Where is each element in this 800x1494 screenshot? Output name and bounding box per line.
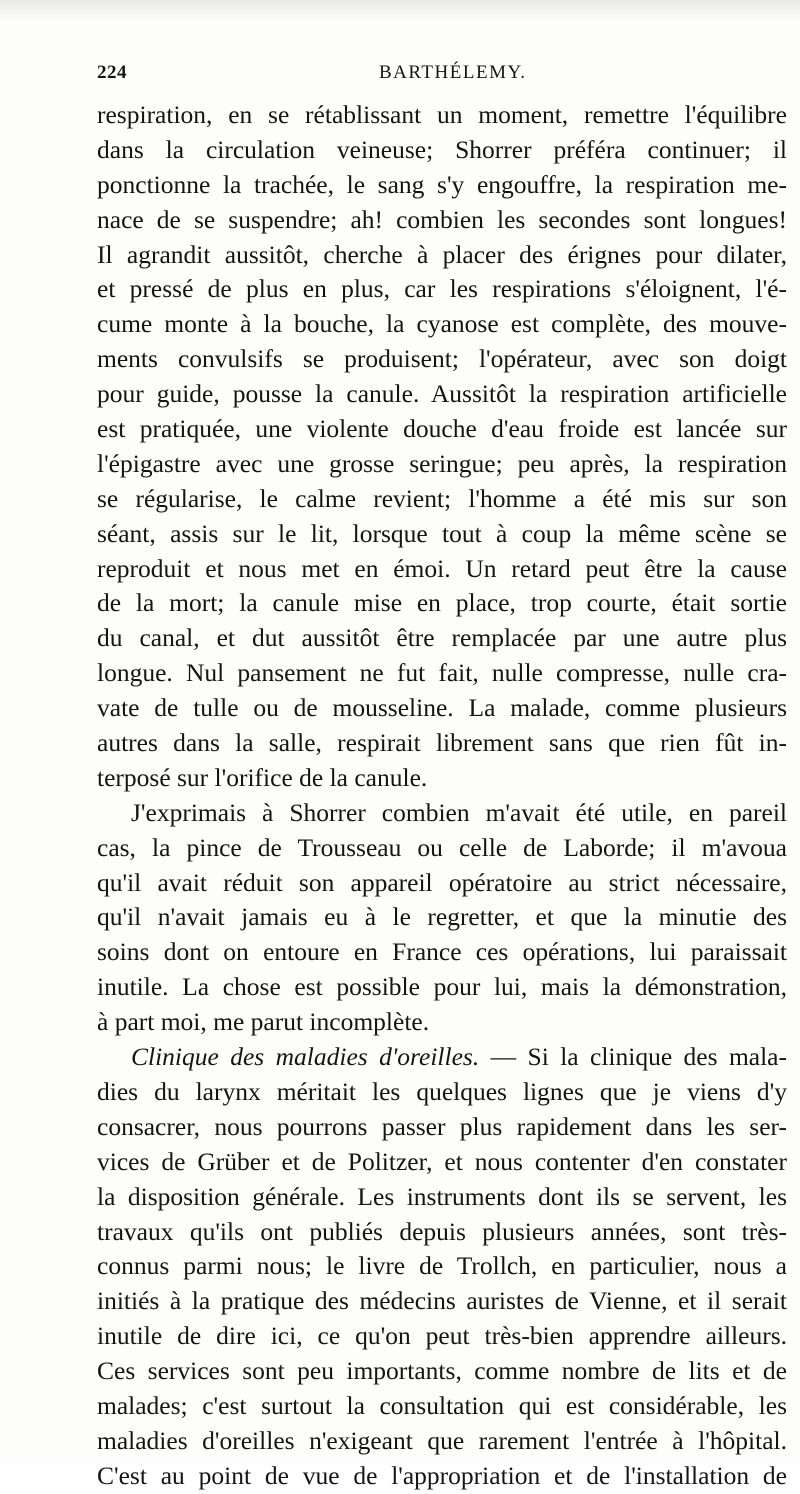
text-line: de la mort; la canule mise en place, trop courte, était sortie — [97, 588, 787, 618]
section-heading: Clinique des maladies d'oreilles. — [131, 1042, 480, 1072]
text-line: dans la circulation veineuse; Shorrer préféra continuer; il — [97, 134, 787, 164]
text-line: maladies d'oreilles n'exigeant que rarement l'entrée à l'hôpital. — [97, 1425, 787, 1455]
text-line: dies du larynx méritait les quelques lignes que je viens d'y — [97, 1076, 787, 1106]
text-line: longue. Nul pansement ne fut fait, nulle compresse, nulle cra- — [97, 658, 787, 688]
text-line: inutile de dire ici, ce qu'on peut très-bien apprendre ailleurs. — [97, 1321, 787, 1351]
text-line: vate de tulle ou de mousseline. La malade, comme plusieurs — [97, 693, 787, 723]
running-title: BARTHÉLEMY. — [379, 62, 527, 83]
text-line: travaux qu'ils ont publiés depuis plusieurs années, sont très- — [97, 1216, 787, 1246]
text-line: et pressé de plus en plus, car les respirations s'éloignent, l'é- — [97, 274, 787, 304]
text-line: C'est au point de vue de l'appropriation et de l'installation de — [97, 1460, 787, 1490]
text-line: se régularise, le calme revient; l'homme a été mis sur son — [97, 483, 787, 513]
running-head — [97, 62, 767, 92]
body-text — [97, 98, 787, 1494]
text-line: reproduit et nous met en émoi. Un retard peut être la cause — [97, 553, 787, 583]
text-line: cume monte à la bouche, la cyanose est complète, des mouve- — [97, 309, 787, 339]
text-line: la disposition générale. Les instruments dont ils se servent, les — [97, 1181, 787, 1211]
text-line: vices de Grüber et de Politzer, et nous contenter d'en constater — [97, 1146, 787, 1176]
text-line: inutile. La chose est possible pour lui, mais la démonstration, — [97, 972, 787, 1002]
text-line: qu'il avait réduit son appareil opératoire au strict nécessaire, — [97, 867, 787, 897]
text-line: l'épigastre avec une grosse seringue; peu après, la respiration — [97, 448, 787, 478]
text-line: ponctionne la trachée, le sang s'y engouffre, la respiration me- — [97, 169, 787, 199]
text-line: consacrer, nous pourrons passer plus rapidement dans les ser- — [97, 1111, 787, 1141]
text-line: Il agrandit aussitôt, cherche à placer des érignes pour dilater, — [97, 239, 787, 269]
text-line: Ces services sont peu importants, comme nombre de lits et de — [97, 1356, 787, 1386]
text-line: autres dans la salle, respirait librement sans que rien fût in- — [97, 728, 787, 758]
text-line: séant, assis sur le lit, lorsque tout à coup la même scène se — [97, 518, 787, 548]
text-line: ments convulsifs se produisent; l'opérateur, avec son doigt — [97, 344, 787, 374]
text-line: connus parmi nous; le livre de Trollch, en particulier, nous a — [97, 1251, 787, 1281]
text-line: nace de se suspendre; ah! combien les secondes sont longues! — [97, 204, 787, 234]
text-line: à part moi, me parut incomplète. — [97, 1007, 430, 1037]
text-line: malades; c'est surtout la consultation qui est considérable, les — [97, 1390, 787, 1420]
text-line: J'exprimais à Shorrer combien m'avait été utile, en pareil — [131, 797, 787, 827]
text-line: du canal, et dut aussitôt être remplacée par une autre plus — [97, 623, 787, 653]
section-first-line-text: — Si la clinique des mala- — [479, 1042, 787, 1072]
text-line: cas, la pince de Trousseau ou celle de Laborde; il m'avoua — [97, 832, 787, 862]
section-first-line — [97, 1040, 787, 1075]
text-line: terposé sur l'orifice de la canule. — [97, 762, 428, 792]
text-line: qu'il n'avait jamais eu à le regretter, et que la minutie des — [97, 902, 787, 932]
text-line: initiés à la pratique des médecins auristes de Vienne, et il serait — [97, 1286, 787, 1316]
text-line: est pratiquée, une violente douche d'eau froide est lancée sur — [97, 414, 787, 444]
text-line: respiration, en se rétablissant un moment, remettre l'équilibre — [97, 100, 787, 129]
text-line: soins dont on entoure en France ces opérations, lui paraissait — [97, 937, 787, 967]
page-number: 224 — [97, 62, 127, 83]
text-line: pour guide, pousse la canule. Aussitôt la respiration artificielle — [97, 379, 787, 409]
page-edge-shadow — [0, 0, 800, 22]
